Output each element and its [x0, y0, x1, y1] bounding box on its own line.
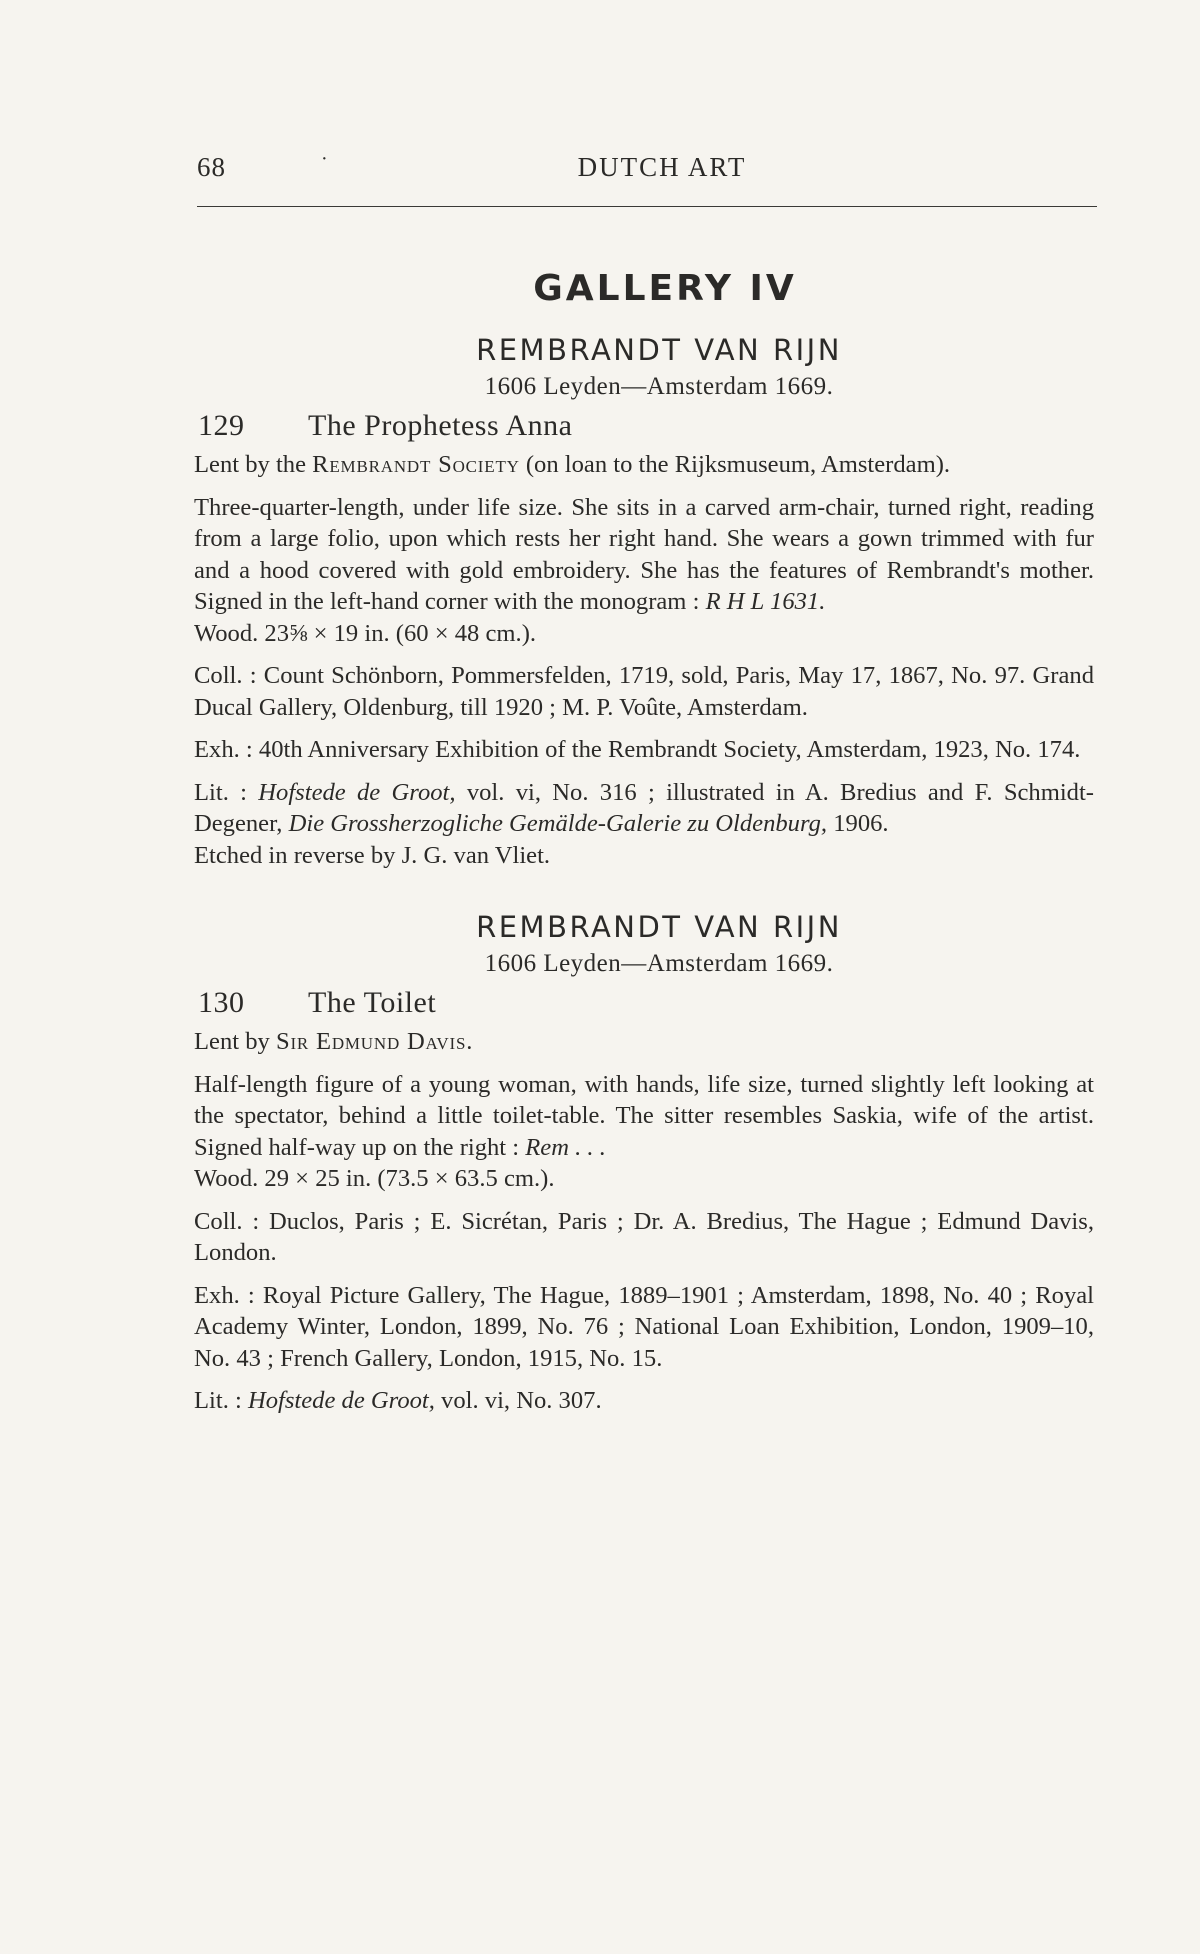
lent-by: Lent by the Rembrandt Society (on loan to the Rijksmuseum, Amsterdam).: [194, 451, 951, 478]
signature: R H L 1631.: [705, 588, 826, 615]
artist-dates: 1606 Leyden—Amsterdam 1669.: [484, 373, 834, 400]
catalogue-entry: [194, 333, 1094, 871]
collection: Coll. : Count Schönborn, Pommersfelden, 1719, sold, Paris, May 17, 1867, No. 97. Grand Ducal Gallery, Oldenburg, till 1920 ; M. P. Voûte, Amsterdam.: [194, 662, 1094, 721]
etching-note: Etched in reverse by J. G. van Vliet.: [194, 841, 551, 869]
lender-name: Sir Edmund Davis.: [275, 1028, 474, 1055]
lender-name: Rembrandt Society: [312, 451, 520, 478]
artist-name: REMBRANDT VAN RIJN: [476, 910, 842, 944]
entry-number: 130: [198, 986, 245, 1019]
running-head: [197, 148, 1097, 188]
medium: Wood. 23⅝ × 19 in. (60 × 48 cm.).: [194, 619, 537, 647]
artist-dates: 1606 Leyden—Amsterdam 1669.: [484, 950, 834, 977]
page-number: 68: [197, 152, 226, 182]
header-rule: [197, 206, 1097, 207]
lent-by: Lent by Sir Edmund Davis.: [194, 1028, 474, 1055]
separator-dot: ·: [321, 148, 329, 170]
page-content: [194, 268, 1094, 1428]
gallery-title: GALLERY IV: [533, 268, 797, 309]
running-title: DUTCH ART: [577, 152, 747, 182]
literature: Lit. : Hofstede de Groot, vol. vi, No. 316 ; illustrated in A. Bredius and F. Schmidt-Degener, Die Grossherzogliche Gemälde-Galerie zu Oldenburg, 1906.: [194, 778, 1094, 837]
entry-title: [198, 986, 1094, 1020]
painting-title: The Toilet: [308, 986, 437, 1019]
catalogue-entry: [194, 910, 1094, 1417]
entry-title: [198, 409, 1094, 443]
literature: Lit. : Hofstede de Groot, vol. vi, No. 307.: [194, 1387, 602, 1414]
exhibition: Exh. : 40th Anniversary Exhibition of the Rembrandt Society, Amsterdam, 1923, No. 174.: [194, 736, 1081, 763]
collection: Coll. : Duclos, Paris ; E. Sicrétan, Paris ; Dr. A. Bredius, The Hague ; Edmund Davis, London.: [194, 1207, 1094, 1266]
artist-name: REMBRANDT VAN RIJN: [476, 333, 842, 367]
medium: Wood. 29 × 25 in. (73.5 × 63.5 cm.).: [194, 1165, 555, 1192]
description: Three-quarter-length, under life size. She sits in a carved arm-chair, turned right, reading from a large folio, upon which rests her right hand. She wears a gown trimmed with fur and a hood covered with gold embroidery. She has the features of Rembrandt's mother. Signed in the left-hand corner with the monogram : R H L 1631.: [194, 493, 1094, 615]
signature: Rem . . .: [525, 1133, 606, 1161]
exhibition: Exh. : Royal Picture Gallery, The Hague, 1889–1901 ; Amsterdam, 1898, No. 40 ; Royal Academy Winter, London, 1899, No. 76 ; National Loan Exhibition, London, 1909–10, No. 43 ; French Gallery, London, 1915, No. 15.: [194, 1281, 1094, 1372]
description: Half-length figure of a young woman, with hands, life size, turned slightly left looking at the spectator, behind a little toilet-table. The sitter resembles Saskia, wife of the artist. Signed half-way up on the right : Rem . . .: [194, 1070, 1094, 1161]
entry-number: 129: [198, 409, 245, 442]
painting-title: The Prophetess Anna: [308, 409, 573, 442]
